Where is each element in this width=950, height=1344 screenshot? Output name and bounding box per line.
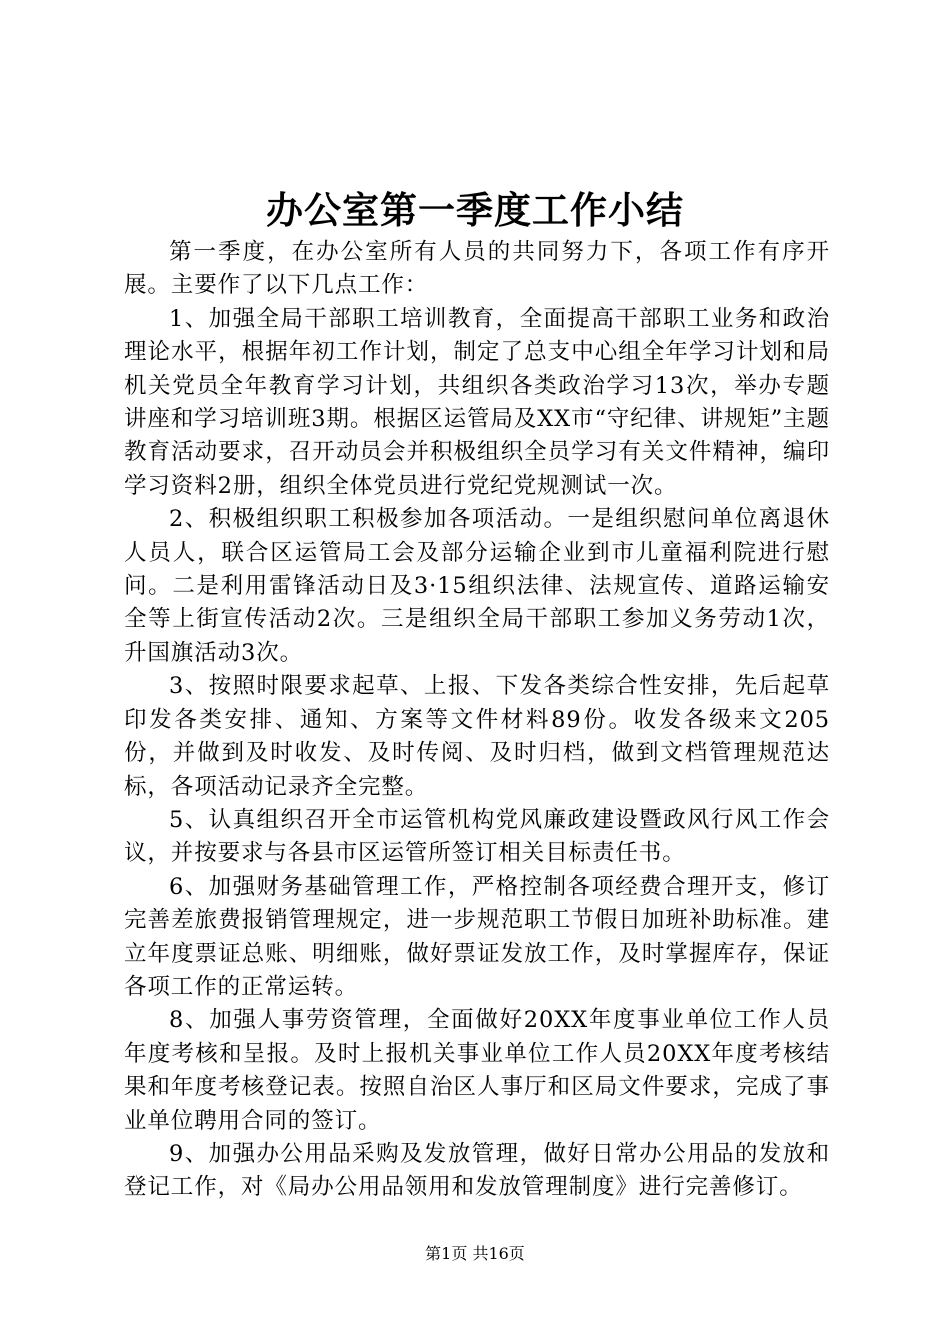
paragraph-item-2: 2、积极组织职工积极参加各项活动。一是组织慰问单位离退休人员人，联合区运管局工会及部分运输企业到市儿童福利院进行慰问。二是利用雷锋活动日及3·15组织法律、法规宣传、道路运输安全等上街宣传活动2次。三是组织全局干部职工参加义务劳动1次，升国旗活动3次。 [124,506,830,666]
document-title: 办公室第一季度工作小结 [266,188,684,232]
page-number-footer: 第1页 共16页 [425,1244,525,1263]
paragraph-item-3: 3、按照时限要求起草、上报、下发各类综合性安排，先后起草印发各类安排、通知、方案等文件材料89份。收发各级来文205份，并做到及时收发、及时传阅、及时归档，做到文档管理规范达标，各项活动记录齐全完整。 [124,673,830,800]
paragraph-item-6: 6、加强财务基础管理工作，严格控制各项经费合理开支，修订完善差旅费报销管理规定，进一步规范职工节假日加班补助标准。建立年度票证总账、明细账，做好票证发放工作，及时掌握库存，保证各项工作的正常运转。 [124,873,830,1000]
paragraph-item-1: 1、加强全局干部职工培训教育，全面提高干部职工业务和政治理论水平，根据年初工作计划，制定了总支中心组全年学习计划和局机关党员全年教育学习计划，共组织各类政治学习13次，举办专题讲座和学习培训班3期。根据区运管局及XX市“守纪律、讲规矩”主题教育活动要求，召开动员会并积极组织全员学习有关文件精神，编印学习资料2册，组织全体党员进行党纪党规测试一次。 [124,305,830,499]
document-body [124,236,830,1205]
paragraph-intro: 第一季度，在办公室所有人员的共同努力下，各项工作有序开展。主要作了以下几点工作： [124,239,830,299]
paragraph-item-5: 5、认真组织召开全市运管机构党风廉政建设暨政风行风工作会议，并按要求与各县市区运管所签订相关目标责任书。 [124,806,830,867]
paragraph-item-9: 9、加强办公用品采购及发放管理，做好日常办公用品的发放和登记工作，对《局办公用品领用和发放管理制度》进行完善修订。 [124,1140,830,1201]
paragraph-item-8: 8、加强人事劳资管理，全面做好20XX年度事业单位工作人员年度考核和呈报。及时上报机关事业单位工作人员20XX年度考核结果和年度考核登记表。按照自治区人事厅和区局文件要求，完成了事业单位聘用合同的签订。 [124,1007,830,1134]
